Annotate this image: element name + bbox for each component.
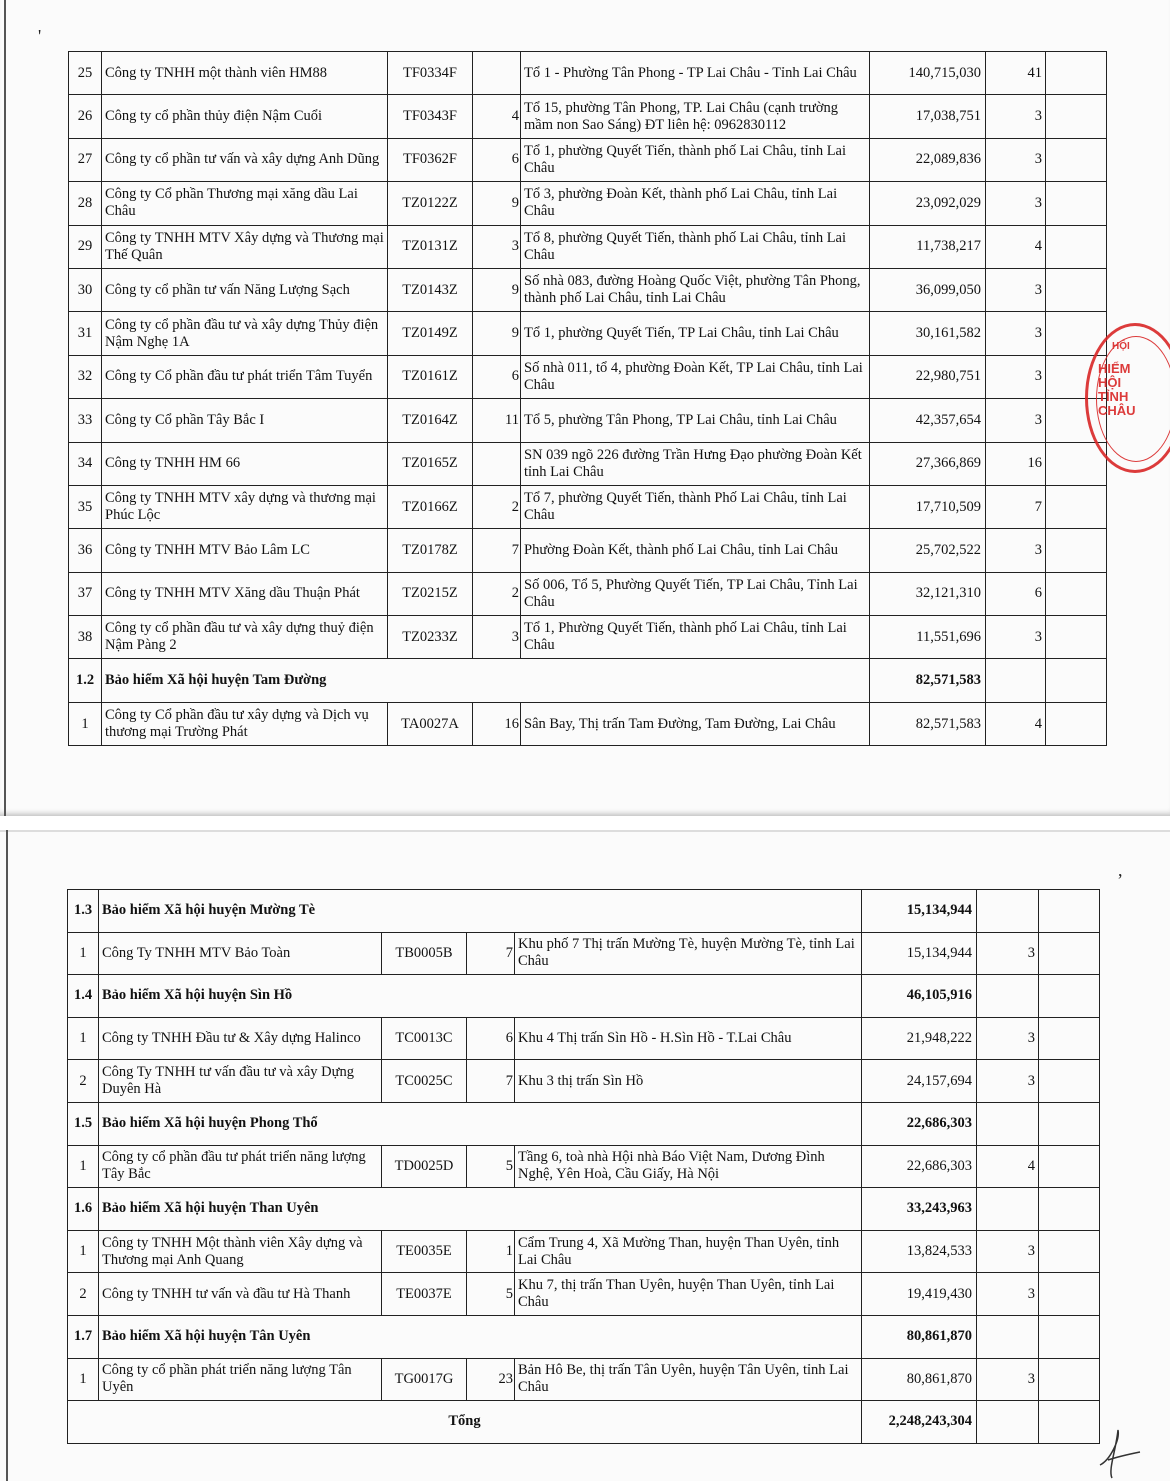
unit-code: TE0035E: [382, 1230, 467, 1273]
row-number: 30: [69, 268, 102, 311]
empty-cell: [1046, 182, 1107, 225]
section-row: [69, 659, 1107, 702]
empty-cell: [1046, 529, 1107, 572]
unit-code: TF0343F: [388, 95, 473, 138]
row-number: 2: [68, 1273, 99, 1316]
table-row: [68, 932, 1100, 975]
section-number: 1.5: [68, 1102, 99, 1145]
table-row: [69, 572, 1107, 615]
empty-cell: [1039, 1017, 1100, 1060]
table-row: [68, 1017, 1100, 1060]
row-number: 1: [68, 1145, 99, 1188]
empty-cell: [1039, 1315, 1100, 1358]
section-row: [68, 1102, 1100, 1145]
months-owed: 9: [473, 268, 521, 311]
section-title: Bảo hiểm Xã hội huyện Than Uyên: [99, 1188, 862, 1231]
empty-cell: [977, 1102, 1039, 1145]
section-number: 1.6: [68, 1188, 99, 1231]
employee-count: 3: [977, 1060, 1039, 1103]
empty-cell: [1039, 890, 1100, 933]
table-row: [68, 1230, 1100, 1273]
months-owed: 6: [473, 138, 521, 181]
company-name: Công ty Cổ phần đầu tư xây dựng và Dịch vụ thương mại Trường Phát: [102, 702, 388, 745]
amount-owed: 36,099,050: [870, 268, 986, 311]
months-owed: 4: [473, 95, 521, 138]
company-address: Tổ 1, Phường Quyết Tiến, thành phố Lai Châu, tỉnh Lai Châu: [521, 616, 870, 659]
amount-owed: 21,948,222: [862, 1017, 977, 1060]
table-row: [68, 1060, 1100, 1103]
months-owed: [473, 442, 521, 485]
section-row: [68, 975, 1100, 1018]
empty-cell: [1046, 225, 1107, 268]
months-owed: 7: [467, 932, 515, 975]
months-owed: 5: [467, 1273, 515, 1316]
months-owed: 2: [473, 572, 521, 615]
unit-code: TF0334F: [388, 52, 473, 95]
company-name: Công ty TNHH Đầu tư & Xây dựng Halinco: [99, 1017, 382, 1060]
company-address: Khu 4 Thị trấn Sìn Hồ - H.Sìn Hồ - T.Lai Châu: [515, 1017, 862, 1060]
table-row: [69, 95, 1107, 138]
company-address: Cẩm Trung 4, Xã Mường Than, huyện Than Uyên, tỉnh Lai Châu: [515, 1230, 862, 1273]
unit-code: TE0037E: [382, 1273, 467, 1316]
stamp-text: HỘI: [1098, 375, 1122, 390]
unit-code: TD0025D: [382, 1145, 467, 1188]
months-owed: 6: [473, 355, 521, 398]
company-address: Khu 3 thị trấn Sìn Hồ: [515, 1060, 862, 1103]
empty-cell: [1046, 268, 1107, 311]
company-address: Số nhà 011, tổ 4, phường Đoàn Kết, TP Lai Châu, tỉnh Lai Châu: [521, 355, 870, 398]
row-number: 26: [69, 95, 102, 138]
company-address: Sân Bay, Thị trấn Tam Đường, Tam Đường, Lai Châu: [521, 702, 870, 745]
row-number: 35: [69, 485, 102, 528]
scan-mark: ': [38, 26, 42, 46]
months-owed: [473, 52, 521, 95]
company-name: Công Ty TNHH tư vấn đầu tư và xây Dựng Duyên Hà: [99, 1060, 382, 1103]
row-number: 32: [69, 355, 102, 398]
amount-owed: 82,571,583: [870, 702, 986, 745]
amount-owed: 11,551,696: [870, 616, 986, 659]
empty-cell: [977, 1315, 1039, 1358]
row-number: 2: [68, 1060, 99, 1103]
section-amount: 46,105,916: [862, 975, 977, 1018]
unit-code: TC0025C: [382, 1060, 467, 1103]
empty-cell: [1039, 1145, 1100, 1188]
empty-cell: [986, 659, 1046, 702]
amount-owed: 22,686,303: [862, 1145, 977, 1188]
company-address: Số 006, Tổ 5, Phường Quyết Tiến, TP Lai Châu, Tỉnh Lai Châu: [521, 572, 870, 615]
signature-mark: [1090, 1420, 1150, 1480]
company-name: Công ty cổ phần đầu tư phát triển năng lượng Tây Bắc: [99, 1145, 382, 1188]
amount-owed: 19,419,430: [862, 1273, 977, 1316]
empty-cell: [1046, 616, 1107, 659]
company-name: Công ty cổ phần tư vấn Năng Lượng Sạch: [102, 268, 388, 311]
table-row: [69, 616, 1107, 659]
empty-cell: [1039, 975, 1100, 1018]
section-amount: 82,571,583: [870, 659, 986, 702]
total-amount: 2,248,243,304: [862, 1401, 977, 1444]
section-number: 1.3: [68, 890, 99, 933]
stamp-text: HIỂM: [1098, 361, 1131, 376]
company-name: Công ty Cổ phần Tây Bắc I: [102, 399, 388, 442]
row-number: 1: [68, 1017, 99, 1060]
section-amount: 33,243,963: [862, 1188, 977, 1231]
amount-owed: 22,089,836: [870, 138, 986, 181]
empty-cell: [1039, 1060, 1100, 1103]
company-address: Tổ 1, phường Quyết Tiến, TP Lai Châu, tỉnh Lai Châu: [521, 312, 870, 355]
unit-code: TZ0131Z: [388, 225, 473, 268]
row-number: 34: [69, 442, 102, 485]
unit-code: TZ0143Z: [388, 268, 473, 311]
company-address: Bản Hô Be, thị trấn Tân Uyên, huyện Tân Uyên, tỉnh Lai Châu: [515, 1358, 862, 1401]
company-address: Tổ 8, phường Quyết Tiến, thành phố Lai Châu, tỉnh Lai Châu: [521, 225, 870, 268]
company-address: Khu 7, thị trấn Than Uyên, huyện Than Uyên, tỉnh Lai Châu: [515, 1273, 862, 1316]
employee-count: 3: [986, 399, 1046, 442]
row-number: 1: [68, 932, 99, 975]
company-name: Công ty TNHH MTV Bảo Lâm LC: [102, 529, 388, 572]
table-row: [69, 442, 1107, 485]
employee-count: 7: [986, 485, 1046, 528]
unit-code: TG0017G: [382, 1358, 467, 1401]
empty-cell: [1046, 659, 1107, 702]
company-name: Công ty TNHH HM 66: [102, 442, 388, 485]
section-title: Bảo hiểm Xã hội huyện Tam Đường: [102, 659, 870, 702]
scan-edge: [4, 0, 6, 816]
section-title: Bảo hiểm Xã hội huyện Phong Thổ: [99, 1102, 862, 1145]
table-row: [69, 268, 1107, 311]
row-number: 38: [69, 616, 102, 659]
debt-table-page-2: [67, 889, 1100, 1444]
unit-code: TZ0166Z: [388, 485, 473, 528]
amount-owed: 13,824,533: [862, 1230, 977, 1273]
stamp-text: TỈNH: [1098, 389, 1129, 404]
table-row: [69, 52, 1107, 95]
amount-owed: 17,038,751: [870, 95, 986, 138]
page-separator: [0, 816, 1170, 830]
stamp-text: CHÂU: [1098, 403, 1136, 418]
months-owed: 2: [473, 485, 521, 528]
row-number: 1: [69, 702, 102, 745]
company-address: Tổ 1 - Phường Tân Phong - TP Lai Châu - Tỉnh Lai Châu: [521, 52, 870, 95]
stamp-text: HỘI: [1112, 341, 1130, 352]
employee-count: 3: [986, 529, 1046, 572]
table-row: [69, 225, 1107, 268]
row-number: 1: [68, 1230, 99, 1273]
employee-count: 3: [986, 616, 1046, 659]
empty-cell: [1039, 932, 1100, 975]
months-owed: 7: [473, 529, 521, 572]
section-number: 1.7: [68, 1315, 99, 1358]
total-label: Tổng: [68, 1401, 862, 1444]
empty-cell: [1046, 52, 1107, 95]
unit-code: TZ0165Z: [388, 442, 473, 485]
company-address: Tổ 1, phường Quyết Tiến, thành phố Lai Châu, tỉnh Lai Châu: [521, 138, 870, 181]
company-name: Công ty cổ phần tư vấn và xây dựng Anh Dũng: [102, 138, 388, 181]
months-owed: 7: [467, 1060, 515, 1103]
section-title: Bảo hiểm Xã hội huyện Sìn Hồ: [99, 975, 862, 1018]
company-address: Phường Đoàn Kết, thành phố Lai Châu, tỉnh Lai Châu: [521, 529, 870, 572]
employee-count: 3: [986, 355, 1046, 398]
months-owed: 6: [467, 1017, 515, 1060]
unit-code: TF0362F: [388, 138, 473, 181]
employee-count: 4: [986, 225, 1046, 268]
employee-count: 3: [977, 1017, 1039, 1060]
amount-owed: 42,357,654: [870, 399, 986, 442]
unit-code: TZ0233Z: [388, 616, 473, 659]
section-row: [68, 1315, 1100, 1358]
empty-cell: [1039, 1273, 1100, 1316]
unit-code: TZ0164Z: [388, 399, 473, 442]
amount-owed: 32,121,310: [870, 572, 986, 615]
section-number: 1.4: [68, 975, 99, 1018]
row-number: 36: [69, 529, 102, 572]
months-owed: 16: [473, 702, 521, 745]
row-number: 31: [69, 312, 102, 355]
empty-cell: [1046, 138, 1107, 181]
company-address: Tổ 7, phường Quyết Tiến, thành Phố Lai Châu, tỉnh Lai Châu: [521, 485, 870, 528]
unit-code: TZ0149Z: [388, 312, 473, 355]
scan-mark: ,: [1118, 860, 1123, 880]
empty-cell: [1046, 572, 1107, 615]
empty-cell: [1046, 702, 1107, 745]
section-title: Bảo hiểm Xã hội huyện Tân Uyên: [99, 1315, 862, 1358]
company-name: Công Ty TNHH MTV Bảo Toàn: [99, 932, 382, 975]
amount-owed: 17,710,509: [870, 485, 986, 528]
company-name: Công ty TNHH MTV Xăng dầu Thuận Phát: [102, 572, 388, 615]
company-address: Tổ 3, phường Đoàn Kết, thành phố Lai Châu, tỉnh Lai Châu: [521, 182, 870, 225]
row-number: 25: [69, 52, 102, 95]
company-address: Tầng 6, toà nhà Hội nhà Báo Việt Nam, Dương Đình Nghệ, Yên Hoà, Cầu Giấy, Hà Nội: [515, 1145, 862, 1188]
table-row: [68, 1273, 1100, 1316]
months-owed: 9: [473, 312, 521, 355]
employee-count: 3: [986, 312, 1046, 355]
months-owed: 9: [473, 182, 521, 225]
employee-count: 3: [986, 182, 1046, 225]
empty-cell: [977, 890, 1039, 933]
row-number: 28: [69, 182, 102, 225]
table-row: [69, 399, 1107, 442]
table-row: [69, 355, 1107, 398]
row-number: 27: [69, 138, 102, 181]
amount-owed: 24,157,694: [862, 1060, 977, 1103]
table-row: [68, 1358, 1100, 1401]
debt-table-page-1: [68, 51, 1107, 746]
unit-code: TZ0122Z: [388, 182, 473, 225]
employee-count: 3: [986, 138, 1046, 181]
table-row: [69, 182, 1107, 225]
company-address: Tổ 5, phường Tân Phong, TP Lai Châu, tỉnh Lai Châu: [521, 399, 870, 442]
company-name: Công ty TNHH một thành viên HM88: [102, 52, 388, 95]
section-amount: 22,686,303: [862, 1102, 977, 1145]
row-number: 37: [69, 572, 102, 615]
employee-count: 4: [986, 702, 1046, 745]
empty-cell: [977, 975, 1039, 1018]
unit-code: TC0013C: [382, 1017, 467, 1060]
table-row: [69, 485, 1107, 528]
employee-count: 3: [977, 1358, 1039, 1401]
amount-owed: 11,738,217: [870, 225, 986, 268]
months-owed: 3: [473, 616, 521, 659]
amount-owed: 23,092,029: [870, 182, 986, 225]
company-name: Công ty TNHH tư vấn và đầu tư Hà Thanh: [99, 1273, 382, 1316]
months-owed: 11: [473, 399, 521, 442]
total-row: [68, 1401, 1100, 1444]
employee-count: 3: [986, 95, 1046, 138]
scan-edge: [6, 830, 8, 1481]
amount-owed: 15,134,944: [862, 932, 977, 975]
section-row: [68, 1188, 1100, 1231]
employee-count: 16: [986, 442, 1046, 485]
row-number: 33: [69, 399, 102, 442]
company-name: Công ty Cổ phần đầu tư phát triển Tâm Tuyển: [102, 355, 388, 398]
table-row: [69, 138, 1107, 181]
row-number: 29: [69, 225, 102, 268]
company-name: Công ty cổ phần phát triển năng lượng Tân Uyên: [99, 1358, 382, 1401]
table-row: [69, 312, 1107, 355]
unit-code: TZ0178Z: [388, 529, 473, 572]
section-title: Bảo hiểm Xã hội huyện Mường Tè: [99, 890, 862, 933]
company-name: Công ty cổ phần đầu tư và xây dựng Thủy điện Nậm Nghẹ 1A: [102, 312, 388, 355]
section-amount: 15,134,944: [862, 890, 977, 933]
company-name: Công ty TNHH MTV Xây dựng và Thương mại Thế Quân: [102, 225, 388, 268]
employee-count: 3: [986, 268, 1046, 311]
company-name: Công ty cổ phần đầu tư và xây dựng thuỷ điện Nậm Pàng 2: [102, 616, 388, 659]
amount-owed: 27,366,869: [870, 442, 986, 485]
section-number: 1.2: [69, 659, 102, 702]
unit-code: TZ0215Z: [388, 572, 473, 615]
company-address: SN 039 ngõ 226 đường Trần Hưng Đạo phường Đoàn Kết tỉnh Lai Châu: [521, 442, 870, 485]
row-number: 1: [68, 1358, 99, 1401]
employee-count: 6: [986, 572, 1046, 615]
months-owed: 23: [467, 1358, 515, 1401]
company-name: Công ty cổ phần thủy điện Nậm Cuổi: [102, 95, 388, 138]
empty-cell: [977, 1188, 1039, 1231]
table-row: [69, 529, 1107, 572]
amount-owed: 22,980,751: [870, 355, 986, 398]
company-address: Khu phố 7 Thị trấn Mường Tè, huyện Mường Tè, tỉnh Lai Châu: [515, 932, 862, 975]
months-owed: 3: [473, 225, 521, 268]
company-name: Công ty TNHH Một thành viên Xây dựng và Thương mại Anh Quang: [99, 1230, 382, 1273]
amount-owed: 30,161,582: [870, 312, 986, 355]
company-address: Tổ 15, phường Tân Phong, TP. Lai Châu (cạnh trường mầm non Sao Sáng) ĐT liên hệ: 0962830112: [521, 95, 870, 138]
amount-owed: 140,715,030: [870, 52, 986, 95]
empty-cell: [1039, 1230, 1100, 1273]
table-row: [69, 702, 1107, 745]
table-row: [68, 1145, 1100, 1188]
empty-cell: [1039, 1102, 1100, 1145]
unit-code: TB0005B: [382, 932, 467, 975]
empty-cell: [1046, 485, 1107, 528]
employee-count: 4: [977, 1145, 1039, 1188]
section-amount: 80,861,870: [862, 1315, 977, 1358]
months-owed: 5: [467, 1145, 515, 1188]
company-address: Số nhà 083, đường Hoàng Quốc Việt, phường Tân Phong, thành phố Lai Châu, tỉnh Lai Châu: [521, 268, 870, 311]
amount-owed: 25,702,522: [870, 529, 986, 572]
amount-owed: 80,861,870: [862, 1358, 977, 1401]
employee-count: 41: [986, 52, 1046, 95]
empty-cell: [1039, 1188, 1100, 1231]
empty-cell: [977, 1401, 1039, 1444]
months-owed: 1: [467, 1230, 515, 1273]
employee-count: 3: [977, 1230, 1039, 1273]
section-row: [68, 890, 1100, 933]
empty-cell: [1046, 95, 1107, 138]
empty-cell: [1039, 1358, 1100, 1401]
unit-code: TZ0161Z: [388, 355, 473, 398]
unit-code: TA0027A: [388, 702, 473, 745]
employee-count: 3: [977, 932, 1039, 975]
employee-count: 3: [977, 1273, 1039, 1316]
company-name: Công ty TNHH MTV xây dựng và thương mại Phúc Lộc: [102, 485, 388, 528]
company-name: Công ty Cổ phần Thương mại xăng dầu Lai Châu: [102, 182, 388, 225]
